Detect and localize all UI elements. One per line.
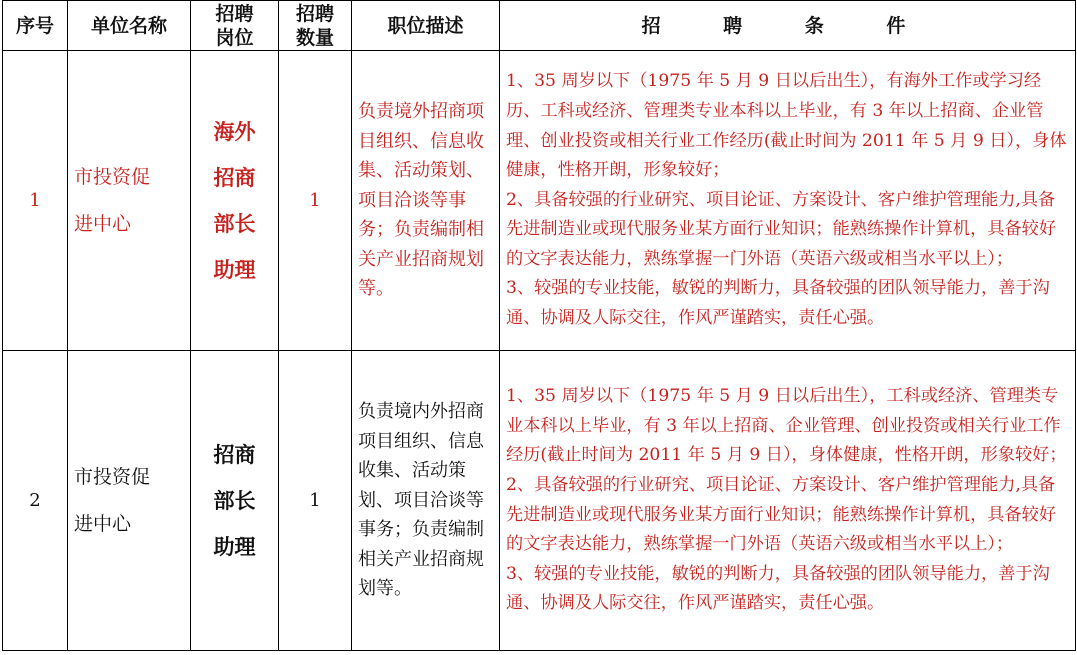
- row-conditions: 1、35 周岁以下（1975 年 5 月 9 日以后出生），有海外工作或学习经历、工科或经济、管理类专业本科以上毕业，有 3 年以上招商、企业管理、创业投资或相关行业工作经历(截止时间为 2011 年 5 月 9 日），身体健康，性格开朗，形象较好； 2、具备较强的行业研究、项目论证、方案设计、客户维护管理能力,具备先进制造业或现代服务业某方面行业知识；能熟练操作计算机，具备较好的文字表达能力，熟练掌握一门外语（英语六级或相当水平以上）； 3、较强的专业技能，敏锐的判断力，具备较强的团队领导能力，善于沟通、协调及人际交往，作风严谨踏实，责任心强。: [500, 51, 1076, 351]
- recruitment-table: [2, 0, 1076, 651]
- row-conditions: 1、35 周岁以下（1975 年 5 月 9 日以后出生），工科或经济、管理类专业本科以上毕业，有 3 年以上招商、企业管理、创业投资或相关行业工作经历(截止时间为 2011 年 5 月 9 日），身体健康，性格开朗，形象较好； 2、具备较强的行业研究、项目论证、方案设计、客户维护管理能力,具备先进制造业或现代服务业某方面行业知识；能熟练操作计算机，具备较好的文字表达能力，熟练掌握一门外语（英语六级或相当水平以上）； 3、较强的专业技能，敏锐的判断力，具备较强的团队领导能力，善于沟通、协调及人际交往，作风严谨踏实，责任心强。: [500, 351, 1076, 651]
- header-unit: 单位名称: [68, 1, 191, 51]
- row-count: 1: [279, 351, 352, 651]
- row-unit: 市投资促 进中心: [68, 351, 191, 651]
- table-row: [3, 351, 1076, 651]
- header-seq: 序号: [3, 1, 68, 51]
- header-count: 招聘 数量: [279, 1, 352, 51]
- header-position: 招聘 岗位: [191, 1, 279, 51]
- row-unit: 市投资促 进中心: [68, 51, 191, 351]
- header-description: 职位描述: [352, 1, 500, 51]
- row-position: 海外 招商 部长 助理: [191, 51, 279, 351]
- row-count: 1: [279, 51, 352, 351]
- row-seq: 2: [3, 351, 68, 651]
- header-row: [3, 1, 1076, 51]
- row-seq: 1: [3, 51, 68, 351]
- row-description: 负责境内外招商项目组织、信息收集、活动策划、项目洽谈等事务；负责编制相关产业招商规划等。: [352, 351, 500, 651]
- row-description: 负责境外招商项目组织、信息收集、活动策划、项目洽谈等事务；负责编制相关产业招商规划等。: [352, 51, 500, 351]
- table-row: [3, 51, 1076, 351]
- row-position: 招商 部长 助理: [191, 351, 279, 651]
- header-conditions: 招 聘 条 件: [500, 1, 1076, 51]
